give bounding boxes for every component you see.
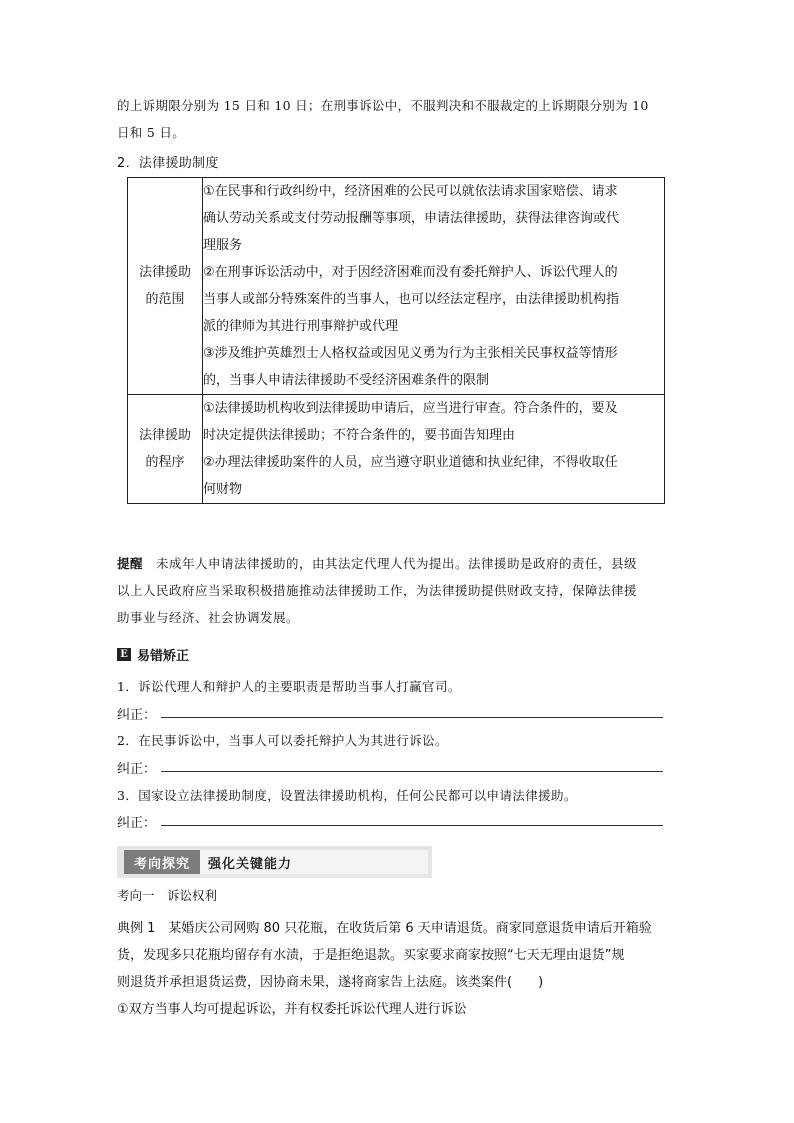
content-line: 时决定提供法律援助；不符合条件的，要书面告知理由 (203, 428, 516, 443)
banner-dark-label: 考向探究 (124, 850, 200, 874)
content-line: ②办理法律援助案件的人员，应当遵守职业道德和执业纪律，不得收取任 (203, 455, 618, 470)
correction-item: 2．在民事诉讼中，当事人可以委托辩护人为其进行诉讼。 (117, 733, 448, 748)
correction-item: 3．国家设立法律援助制度，设置法律援助机构，任何公民都可以申请法律援助。 (117, 788, 577, 803)
row-header-line: 的程序 (145, 455, 185, 470)
content-line: 的，当事人申请法律援助不受经济困难条件的限制 (203, 373, 490, 388)
fix-answer-line[interactable] (161, 825, 663, 826)
fix-label: 纠正： (117, 762, 157, 777)
content-line: 何财物 (203, 482, 243, 497)
row-header-line: 法律援助 (138, 265, 191, 280)
example-line: 则退货并承担退货运费，因协商未果，遂将商家告上法庭。该类案件( ) (117, 975, 544, 990)
row-content (203, 395, 665, 504)
paragraph-line: 的上诉期限分别为 15 日和 10 日；在刑事诉讼中，不服判决和不服裁定的上诉期限分别为 10 (117, 98, 649, 113)
row-header-line: 的范围 (145, 292, 185, 307)
row-header (128, 395, 203, 504)
correction-icon: E (117, 648, 131, 661)
tip-line: 以上人民政府应当采取积极措施推动法律援助工作，为法律援助提供财政支持，保障法律援 (117, 583, 638, 598)
fix-answer-line[interactable] (161, 717, 663, 718)
tip-label: 提醒 (117, 556, 144, 571)
tip-line (117, 550, 679, 577)
fix-answer-line[interactable] (161, 771, 663, 772)
fix-label: 纠正： (117, 708, 157, 723)
row-content (203, 178, 665, 395)
table-row (128, 178, 665, 395)
example-line: 典例 1 某婚庆公司网购 80 只花瓶，在收货后第 6 天申请退货。商家同意退货申请后开箱验 (117, 921, 652, 936)
tip-text: 未成年人申请法律援助的，由其法定代理人代为提出。法律援助是政府的责任，县级 (143, 556, 638, 571)
paragraph-line: 日和 5 日。 (117, 125, 185, 140)
table-row (128, 395, 665, 504)
tip-paragraph (117, 550, 679, 631)
content-line: 当事人或部分特殊案件的当事人，也可以经法定程序，由法律援助机构指 (203, 292, 620, 307)
row-header (128, 178, 203, 395)
content-line: ③涉及维护英雄烈士人格权益或因见义勇为行为主张相关民事权益等情形 (203, 346, 618, 361)
content-line: 派的律师为其进行刑事辩护或代理 (203, 319, 399, 334)
content-line: ②在刑事诉讼活动中，对于因经济困难而没有委托辩护人、诉讼代理人的 (203, 265, 618, 280)
content-line: ①法律援助机构收到法律援助申请后，应当进行审查。符合条件的，要及 (203, 401, 618, 416)
correction-title: 易错矫正 (137, 649, 190, 664)
example-paragraph (117, 915, 679, 1023)
correction-heading (117, 645, 189, 664)
content-line: 理服务 (203, 238, 243, 253)
legal-aid-table (127, 177, 665, 504)
content-line: ①在民事和行政纠纷中，经济困难的公民可以就依法请求国家赔偿、请求 (203, 184, 618, 199)
banner-light-label: 强化关键能力 (200, 850, 428, 874)
example-line: ①双方当事人均可提起诉讼，并有权委托诉讼代理人进行诉讼 (117, 1002, 467, 1017)
tip-line: 助事业与经济、社会协调发展。 (117, 610, 300, 625)
section-banner (117, 846, 432, 878)
correction-item: 1．诉讼代理人和辩护人的主要职责是帮助当事人打赢官司。 (117, 679, 461, 694)
content-line: 确认劳动关系或支付劳动报酬等事项，申请法律援助，获得法律咨询或代 (203, 211, 620, 226)
direction-heading: 考向一 诉讼权利 (117, 888, 218, 903)
section-heading: 2．法律援助制度 (117, 156, 219, 171)
example-line: 货，发现多只花瓶均留存有水渍，于是拒绝退款。买家要求商家按照“七天无理由退货”规 (117, 948, 625, 963)
fix-label: 纠正： (117, 816, 157, 831)
row-header-line: 法律援助 (138, 428, 191, 443)
